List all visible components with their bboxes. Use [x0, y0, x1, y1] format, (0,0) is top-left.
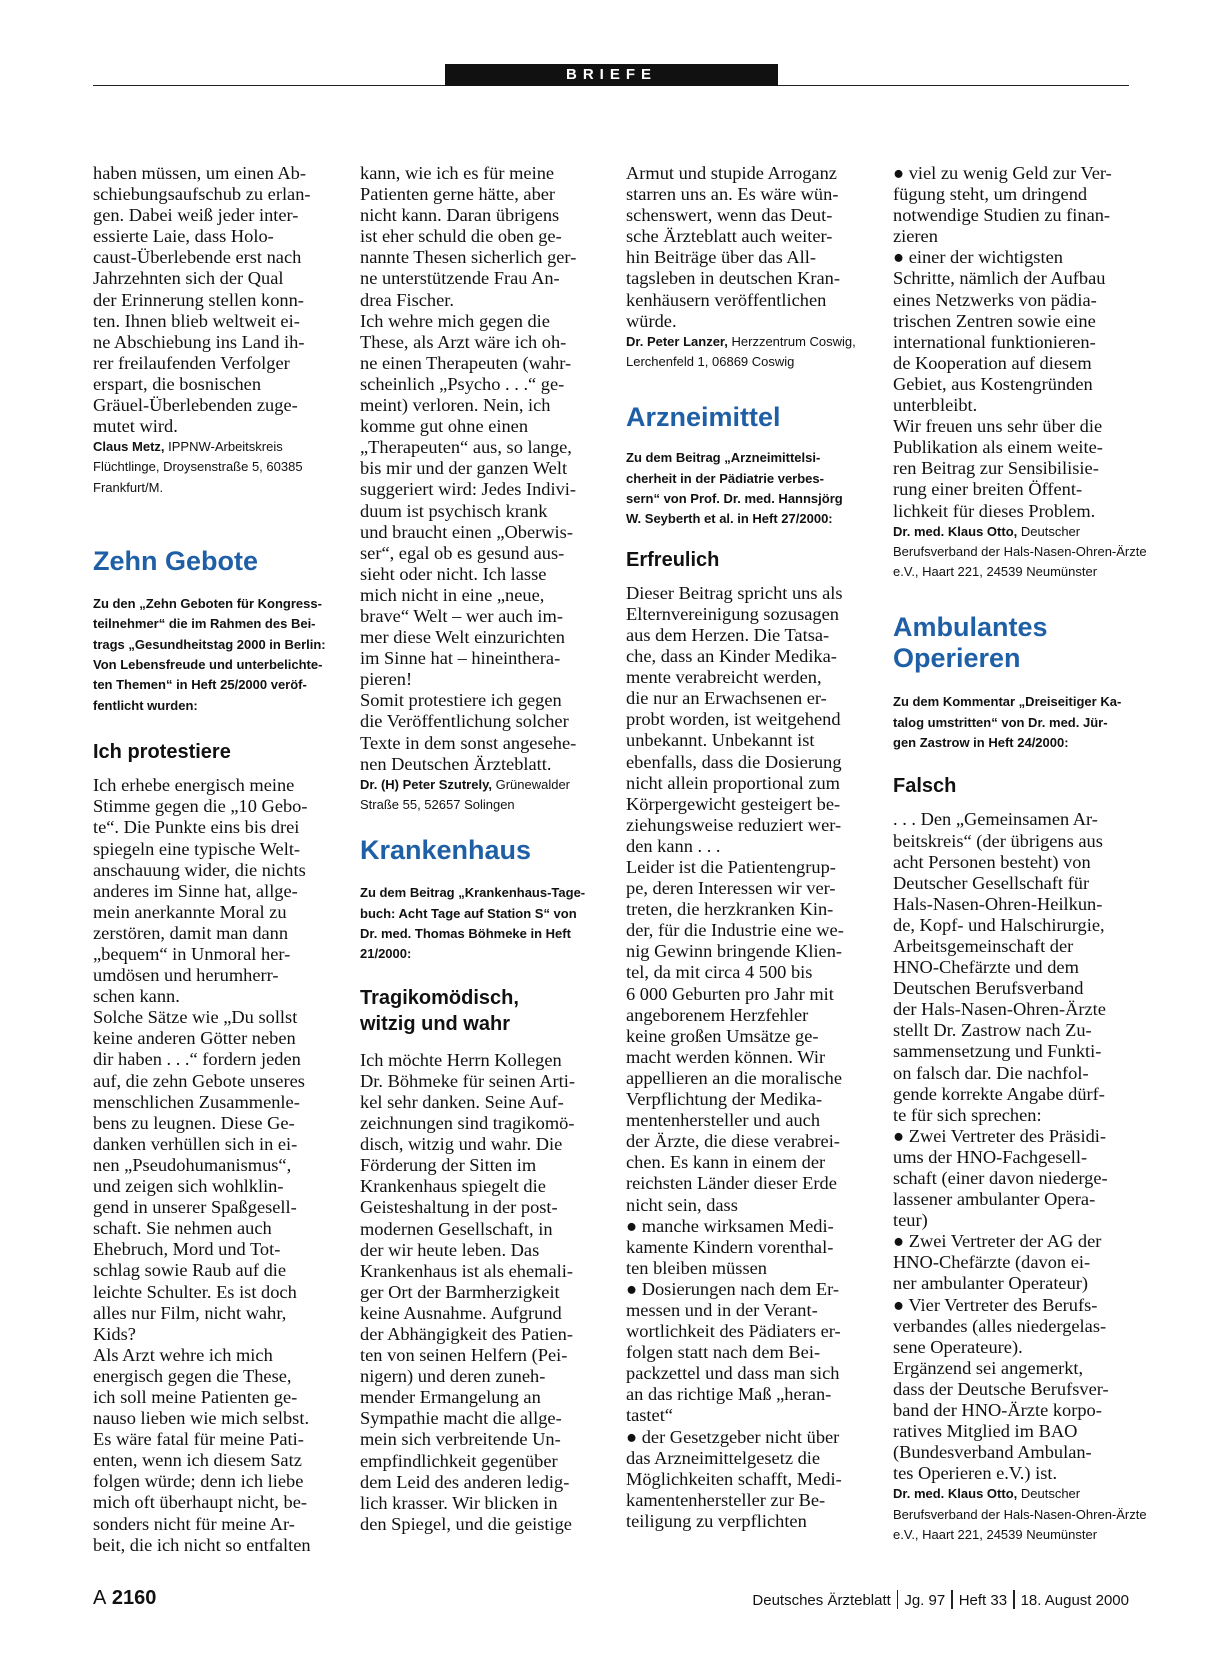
column-3	[626, 163, 864, 1532]
section-intro: Zu dem Kommentar „Dreiseitiger Ka- talog umstritten“ von Dr. med. Jür- gen Zastrow in Heft 24/2000:	[893, 694, 1122, 751]
section-intro: Zu den „Zehn Geboten für Kongress- teilnehmer“ die im Rahmen des Bei- trags „Gesundheitstag 2000 in Berlin: Von Lebensfreude und unterbelichte- ten Themen“ in Heft 25/2000 veröf- fentlicht wurden:	[93, 595, 326, 713]
letter-signature: Dr. (H) Peter Szutrely, Grünewalder Straße 55, 52657 Solingen	[360, 776, 571, 812]
section-label: BRIEFE	[445, 64, 778, 86]
letter-text: . . . Den „Gemeinsamen Ar- beitskreis“ (der übrigens aus acht Personen besteht) von Deutscher Gesellschaft für Hals-Nasen-Ohren-Heilkun- de, Kopf- und Halschirurgie, Arbeitsgemeinschaft der HNO-Chefärzte und dem Deutschen Berufsverband der Hals-Nasen-Ohren-Ärzte stellt Dr. Zastrow nach Zu- sammensetzung und Funkti- on falsch dar. Die nachfol- gende korrekte Angabe dürf- te für sich sprechen: ● Zwei Vertreter des Präsidi- ums der HNO-Fachgesell- schaft (einer davon niederge- lassener ambulanter Opera- teur) ● Zwei Vertreter der AG der HNO-Chefärzte (davon ei- ner ambulanter Operateur) ● Vier Vertreter des Berufs- verbandes (alles niedergelas- sene Operateure). Ergänzend sei angemerkt, dass der Deutsche Berufsver- band der HNO-Ärzte korpo- ratives Mitglied im BAO (Bundesverband Ambulan- tes Operieren e.V.) ist.	[893, 809, 1109, 1484]
section-intro: Zu dem Beitrag „Krankenhaus-Tage- buch: Acht Tage auf Station S“ von Dr. med. Thomas Böhmeke in Heft 21/2000:	[360, 885, 586, 962]
letter-text: ● viel zu wenig Geld zur Ver- fügung steht, um dringend notwendige Studien zu finan- zieren ● einer der wichtigsten Schritte, nämlich der Aufbau eines Netzwerks von pädia- trischen Zentren sowie eine international funktionieren- de Kooperation auf diesem Gebiet, aus Kostengründen unterbleibt. Wir freuen uns sehr über die Publikation als einem weite- ren Beitrag zur Sensibilisie- rung einer breiten Öffent- lichkeit für dieses Problem.	[893, 163, 1112, 521]
column-4	[893, 163, 1147, 1545]
letter-text: Ich erhebe energisch meine Stimme gegen die „10 Gebo- te“. Die Punkte eins bis drei spiegeln eine typische Welt- anschauung wider, die nichts anderes im Sinne hat, allge- mein anerkannte Moral zu zerstören, damit man dann „bequem“ in Unmoral her- umdösen und herumherr- schen kann. Solche Sätze wie „Du sollst keine anderen Götter neben dir haben . . .“ fordern jeden auf, die zehn Gebote unseres menschlichen Zusammenle- bens zu leugnen. Diese Ge- danken verhüllen sich in ei- nen „Pseudohumanismus“, und zeigen sich wohlklin- gend in unserer Spaßgesell- schaft. Sie nehmen auch Ehebruch, Mord und Tot- schlag sowie Raub auf die leichte Schulter. Es ist doch alles nur Film, nicht wahr, Kids? Als Arzt wehre ich mich energisch gegen die These, ich soll meine Patienten ge- nauso lieben wie mich selbst. Es wäre fatal für meine Pati- enten, wenn ich diesem Satz folgen würde; denn ich liebe mich oft überhaupt nicht, be- sonders nicht für meine Ar- beit, die ich nicht so entfalten	[93, 775, 311, 1555]
letter-text: haben müssen, um einen Ab- schiebungsaufschub zu erlan- gen. Dabei weiß jeder inter- essierte Laie, dass Holo- caust-Überlebende erst nach Jahrzehnten sich der Qual der Erinnerung stellen konn- ten. Ihnen blieb weltweit ei- ne Abschiebung ins Land ih- rer freilaufenden Verfolger erspart, die bosnischen Gräuel-Überlebenden zuge- mutet wird.	[93, 163, 311, 437]
letter-text: Armut und stupide Arroganz starren uns an. Es wäre wün- schenswert, wenn das Deut- sche Ärzteblatt auch weiter- hin Beiträge über das All- tagsleben in deutschen Kran- kenhäusern veröffentlichen würde.	[626, 163, 840, 331]
section-title: Ambulantes Operieren	[893, 612, 1048, 674]
section-title: Zehn Gebote	[93, 545, 259, 576]
letter-headline: Tragikomödisch, witzig und wahr	[360, 986, 519, 1035]
letter-signature: Dr. med. Klaus Otto, Deutscher Berufsverband der Hals-Nasen-Ohren-Ärzte e.V., Haart 221, 24539 Neumünster	[893, 523, 1147, 579]
letter-text: Dieser Beitrag spricht uns als Elternvereinigung sozusagen aus dem Herzen. Die Tatsa- che, dass an Kinder Medika- mente verabreicht werden, die nur an Erwachsenen er- probt worden, ist weitgehend unbekannt. Unbekannt ist ebenfalls, dass die Dosierung nicht allein proportional zum Körpergewicht gesteigert be- ziehungsweise reduziert wer- den kann . . . Leider ist die Patientengrup- pe, deren Interessen wir ver- treten, die herzkranken Kin- der, für die Industrie eine we- nig Gewinn bringende Klien- tel, da mit circa 4 500 bis 6 000 Geburten pro Jahr mit angeborenem Herzfehler keine großen Umsätze ge- macht werden können. Wir appellieren an die moralische Verpflichtung der Medika- mentenhersteller und auch der Ärzte, die diese verabrei- chen. Es kann in einem der reichsten Länder dieser Erde nicht sein, dass ● manche wirksamen Medi- kamente Kindern vorenthal- ten bleiben müssen ● Dosierungen nach dem Er- messen und in der Verant- wortlichkeit des Pädiaters er- folgen statt nach dem Bei- packzettel und dass man sich an das richtige Maß „heran- tastet“ ● der Gesetzgeber nicht über das Arzneimittelgesetz die Möglichkeiten schafft, Medi- kamentenhersteller zur Be- teiligung zu verpflichten	[626, 582, 844, 1531]
letter-text: kann, wie ich es für meine Patienten gerne hätte, aber nicht kann. Daran übrigens ist eher schuld die oben ge- nannte Thesen sicherlich ger- ne unterstützende Frau An- drea Fischer. Ich wehre mich gegen die These, als Arzt wäre ich oh- ne einen Therapeuten (wahr- scheinlich „Psycho . . .“ ge- meint) verloren. Nein, ich komme gut ohne einen „Therapeuten“ aus, so lange, bis mir und der ganzen Welt suggeriert wird: Jedes Indivi- duum ist psychisch krank und braucht einen „Oberwis- ser“, egal ob es gesund aus- sieht oder nicht. Ich lasse mich nicht in eine „neue, brave“ Welt – wer auch im- mer diese Welt einzurichten im Sinne hat – hineinthera- pieren! Somit protestiere ich gegen die Veröffentlichung solcher Texte in dem sonst angesehe- nen Deutschen Ärzteblatt.	[360, 163, 577, 774]
letter-headline: Erfreulich	[626, 548, 720, 571]
journal-footer	[752, 1590, 1129, 1611]
journal-date: 18. August 2000	[1020, 1592, 1129, 1609]
section-title: Krankenhaus	[360, 835, 532, 866]
letter-headline: Falsch	[893, 775, 957, 798]
letter-headline: Ich protestiere	[93, 741, 231, 764]
journal-volume: Jg. 97	[904, 1592, 946, 1609]
letter-signature: Dr. Peter Lanzer, Herzzentrum Coswig, Lerchenfeld 1, 06869 Coswig	[626, 333, 856, 369]
section-intro: Zu dem Beitrag „Arzneimittelsi- cherheit in der Pädiatrie verbes- sern“ von Prof. Dr. med. Hannsjörg W. Seyberth et al. in Heft 27/2000:	[626, 450, 843, 527]
page-number: A 2160	[93, 1587, 157, 1609]
letter-text: Ich möchte Herrn Kollegen Dr. Böhmeke für seinen Arti- kel sehr danken. Seine Auf- zeichnungen sind tragikomö- disch, witzig und wahr. Die Förderung der Sitten im Krankenhaus spiegelt die Geisteshaltung in der post- modernen Gesellschaft, in der wir heute leben. Das Krankenhaus ist als ehemali- ger Ort der Barmherzigkeit keine Ausnahme. Aufgrund der Abhängigkeit des Patien- ten von seinen Helfern (Pei- nigern) und deren zuneh- mender Ermangelung an Sympathie macht die allge- mein sich verbreitende Un- empfindlichkeit gegenüber dem Leid des anderen ledig- lich krasser. Wir blicken in den Spiegel, und die geistige	[360, 1049, 576, 1534]
column-2	[360, 163, 598, 1535]
letter-signature: Dr. med. Klaus Otto, Deutscher Berufsverband der Hals-Nasen-Ohren-Ärzte e.V., Haart 221, 24539 Neumünster	[893, 1486, 1147, 1542]
section-title: Arzneimittel	[626, 402, 781, 433]
journal-issue: Heft 33	[958, 1592, 1008, 1609]
letter-signature: Claus Metz, IPPNW-Arbeitskreis Flüchtlinge, Droysenstraße 5, 60385 Frankfurt/M.	[93, 439, 303, 495]
journal-name: Deutsches Ärzteblatt	[752, 1592, 891, 1609]
column-1	[93, 163, 331, 1556]
